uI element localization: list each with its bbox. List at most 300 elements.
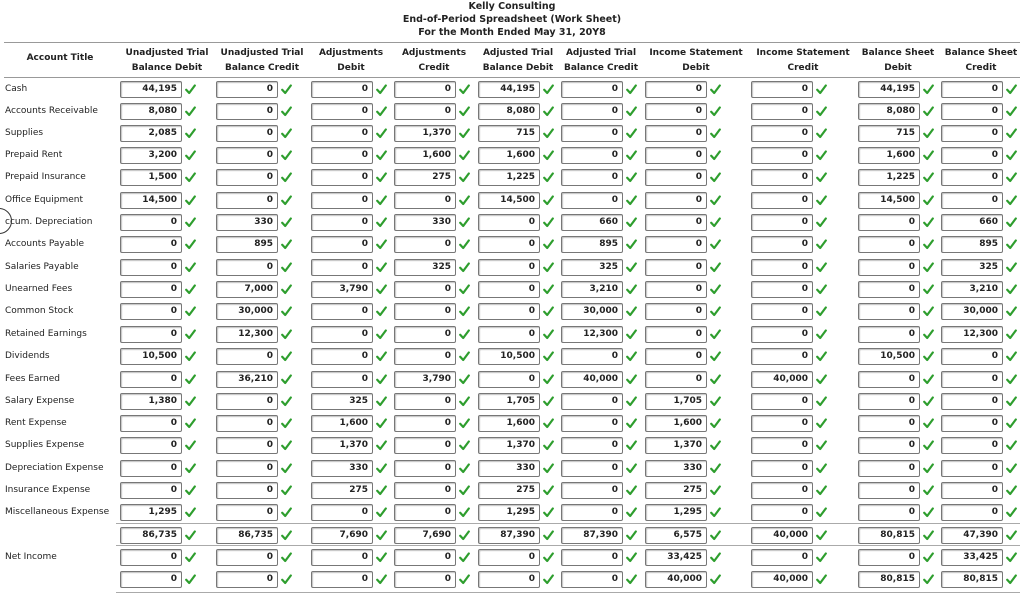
checkmark-icon [1006,84,1017,95]
amount-input[interactable]: 0 [561,348,623,365]
amount-input[interactable]: 0 [394,81,456,98]
amount-input[interactable]: 325 [561,259,623,276]
amount-input[interactable]: 0 [311,549,373,566]
table-row [0,324,1024,346]
column-header-line1: Balance Sheet [861,48,935,58]
amount-input[interactable]: 1,600 [645,415,707,432]
amount-input[interactable]: 0 [561,393,623,410]
amount-input[interactable]: 0 [394,393,456,410]
amount-input[interactable]: 0 [751,482,813,499]
amount-input[interactable]: 1,370 [645,437,707,454]
amount-input[interactable]: 86,735 [120,527,182,544]
amount-input[interactable]: 0 [311,371,373,388]
amount-input[interactable]: 0 [941,460,1003,477]
amount-input[interactable]: 0 [941,192,1003,209]
amount-input[interactable]: 0 [561,103,623,120]
checkmark-icon [626,262,637,273]
amount-input[interactable]: 0 [394,549,456,566]
amount-input[interactable]: 0 [478,571,540,588]
checkmark-icon [923,172,934,183]
amount-input[interactable]: 36,210 [216,371,278,388]
checkmark-icon [626,284,637,295]
checkmark-icon [816,396,827,407]
amount-input[interactable]: 0 [751,393,813,410]
checkmark-icon [816,306,827,317]
amount-input[interactable]: 0 [216,571,278,588]
amount-input[interactable]: 0 [394,504,456,521]
checkmark-icon [281,284,292,295]
amount-input[interactable]: 0 [561,437,623,454]
checkmark-icon [626,351,637,362]
amount-input[interactable]: 0 [478,236,540,253]
table-row [0,234,1024,256]
amount-input[interactable]: 0 [561,482,623,499]
checkmark-icon [626,239,637,250]
amount-input[interactable]: 10,500 [120,348,182,365]
amount-input[interactable]: 12,300 [216,326,278,343]
checkmark-icon [923,440,934,451]
amount-input[interactable]: 0 [561,81,623,98]
amount-input[interactable]: 7,690 [394,527,456,544]
column-header-line2: Balance Debit [131,63,203,73]
amount-input[interactable]: 0 [751,281,813,298]
amount-input[interactable]: 0 [561,504,623,521]
amount-input[interactable]: 275 [645,482,707,499]
amount-input[interactable]: 6,575 [645,527,707,544]
checkmark-icon [1006,374,1017,385]
amount-input[interactable]: 275 [311,482,373,499]
amount-input[interactable]: 44,195 [478,81,540,98]
amount-input[interactable]: 0 [561,571,623,588]
amount-input[interactable]: 0 [394,482,456,499]
column-header-line1: Unadjusted Trial [220,48,304,58]
amount-input[interactable]: 895 [561,236,623,253]
checkmark-icon [185,418,196,429]
amount-input[interactable]: 80,815 [941,571,1003,588]
amount-input[interactable]: 0 [751,326,813,343]
checkmark-icon [923,84,934,95]
amount-input[interactable]: 0 [751,103,813,120]
amount-input[interactable]: 1,295 [120,504,182,521]
amount-input[interactable]: 0 [120,214,182,231]
amount-input[interactable]: 0 [216,147,278,164]
amount-input[interactable]: 0 [561,415,623,432]
checkmark-icon [543,217,554,228]
checkmark-icon [543,418,554,429]
amount-input[interactable]: 0 [561,125,623,142]
amount-input[interactable]: 0 [216,549,278,566]
amount-input[interactable]: 0 [120,415,182,432]
checkmark-icon [185,440,196,451]
amount-input[interactable]: 0 [645,81,707,98]
amount-input[interactable]: 0 [751,81,813,98]
amount-input[interactable]: 715 [858,125,920,142]
amount-input[interactable]: 8,080 [120,103,182,120]
amount-input[interactable]: 3,210 [561,281,623,298]
amount-input[interactable]: 0 [941,169,1003,186]
amount-input[interactable]: 30,000 [561,303,623,320]
amount-input[interactable]: 12,300 [941,326,1003,343]
amount-input[interactable]: 0 [394,571,456,588]
checkmark-icon [816,284,827,295]
checkmark-icon [376,418,387,429]
checkmark-icon [281,306,292,317]
amount-input[interactable]: 0 [120,437,182,454]
amount-input[interactable]: 0 [394,460,456,477]
amount-input[interactable]: 0 [751,236,813,253]
amount-input[interactable]: 0 [311,125,373,142]
amount-input[interactable]: 0 [478,371,540,388]
amount-input[interactable]: 0 [311,147,373,164]
amount-input[interactable]: 0 [645,236,707,253]
checkmark-icon [185,262,196,273]
amount-input[interactable]: 0 [120,303,182,320]
amount-input[interactable]: 1,600 [858,147,920,164]
checkmark-icon [185,284,196,295]
amount-input[interactable]: 1,295 [478,504,540,521]
amount-input[interactable]: 12,300 [561,326,623,343]
checkmark-icon [1006,329,1017,340]
amount-input[interactable]: 80,815 [858,527,920,544]
amount-input[interactable]: 0 [751,504,813,521]
checkmark-icon [923,329,934,340]
amount-input[interactable]: 0 [645,326,707,343]
amount-input[interactable]: 40,000 [561,371,623,388]
checkmark-icon [459,485,470,496]
amount-input[interactable]: 14,500 [858,192,920,209]
amount-input[interactable]: 0 [751,259,813,276]
amount-input[interactable]: 0 [941,125,1003,142]
amount-input[interactable]: 0 [394,437,456,454]
amount-input[interactable]: 8,080 [478,103,540,120]
amount-input[interactable]: 0 [478,281,540,298]
checkmark-icon [1006,239,1017,250]
amount-input[interactable]: 33,425 [941,549,1003,566]
checkmark-icon [543,195,554,206]
amount-input[interactable]: 0 [751,460,813,477]
amount-input[interactable]: 0 [941,147,1003,164]
amount-input[interactable]: 0 [216,348,278,365]
amount-input[interactable]: 3,210 [941,281,1003,298]
amount-input[interactable]: 0 [858,259,920,276]
account-label: Prepaid Insurance [5,172,86,182]
amount-input[interactable]: 0 [751,125,813,142]
amount-input[interactable]: 0 [311,326,373,343]
column-header-line2: Debit [884,63,912,73]
checkmark-icon [543,351,554,362]
amount-input[interactable]: 0 [751,169,813,186]
amount-input[interactable]: 0 [645,214,707,231]
amount-input[interactable]: 275 [478,482,540,499]
amount-input[interactable]: 0 [311,81,373,98]
account-label: Cash [5,84,28,94]
amount-input[interactable]: 0 [858,214,920,231]
amount-input[interactable]: 0 [751,549,813,566]
amount-input[interactable]: 44,195 [120,81,182,98]
amount-input[interactable]: 0 [311,236,373,253]
amount-input[interactable]: 0 [120,460,182,477]
amount-input[interactable]: 0 [394,103,456,120]
amount-input[interactable]: 0 [478,259,540,276]
amount-input[interactable]: 0 [645,169,707,186]
amount-input[interactable]: 330 [645,460,707,477]
amount-input[interactable]: 0 [311,259,373,276]
column-header-line1: Adjustments [401,48,467,58]
checkmark-icon [816,217,827,228]
amount-input[interactable]: 0 [941,103,1003,120]
amount-input[interactable]: 0 [216,437,278,454]
amount-input[interactable]: 0 [941,437,1003,454]
amount-input[interactable]: 0 [751,348,813,365]
amount-input[interactable]: 0 [394,303,456,320]
amount-input[interactable]: 0 [311,504,373,521]
amount-input[interactable]: 0 [216,393,278,410]
amount-input[interactable]: 30,000 [216,303,278,320]
amount-input[interactable]: 0 [858,549,920,566]
amount-input[interactable]: 1,600 [478,415,540,432]
amount-input[interactable]: 0 [394,348,456,365]
amount-input[interactable]: 325 [394,259,456,276]
amount-input[interactable]: 330 [311,460,373,477]
amount-input[interactable]: 0 [858,303,920,320]
amount-input[interactable]: 3,200 [120,147,182,164]
amount-input[interactable]: 1,225 [858,169,920,186]
amount-input[interactable]: 0 [216,415,278,432]
amount-input[interactable]: 0 [561,169,623,186]
amount-input[interactable]: 0 [941,348,1003,365]
amount-input[interactable]: 0 [394,192,456,209]
amount-input[interactable]: 1,600 [478,147,540,164]
amount-input[interactable]: 0 [645,125,707,142]
amount-input[interactable]: 0 [216,504,278,521]
checkmark-icon [923,106,934,117]
amount-input[interactable]: 895 [941,236,1003,253]
amount-input[interactable]: 0 [561,549,623,566]
amount-input[interactable]: 1,500 [120,169,182,186]
checkmark-icon [185,150,196,161]
checkmark-icon [459,239,470,250]
amount-input[interactable]: 0 [858,393,920,410]
amount-input[interactable]: 0 [311,169,373,186]
amount-input[interactable]: 0 [311,192,373,209]
amount-input[interactable]: 30,000 [941,303,1003,320]
amount-input[interactable]: 330 [394,214,456,231]
amount-input[interactable]: 1,225 [478,169,540,186]
amount-input[interactable]: 0 [216,482,278,499]
amount-input[interactable]: 0 [751,303,813,320]
amount-input[interactable]: 0 [645,192,707,209]
amount-input[interactable]: 3,790 [394,371,456,388]
amount-input[interactable]: 0 [120,326,182,343]
amount-input[interactable]: 1,370 [478,437,540,454]
checkmark-icon [459,351,470,362]
amount-input[interactable]: 14,500 [478,192,540,209]
checkmark-icon [626,84,637,95]
amount-input[interactable]: 0 [751,214,813,231]
account-label: Unearned Fees [5,284,73,294]
checkmark-icon [1006,262,1017,273]
amount-input[interactable]: 0 [941,371,1003,388]
amount-input[interactable]: 0 [561,147,623,164]
amount-input[interactable]: 0 [751,192,813,209]
amount-input[interactable]: 0 [858,504,920,521]
amount-input[interactable]: 3,790 [311,281,373,298]
amount-input[interactable]: 0 [858,371,920,388]
checkmark-icon [376,172,387,183]
amount-input[interactable]: 0 [561,460,623,477]
amount-input[interactable]: 0 [645,103,707,120]
amount-input[interactable]: 0 [216,192,278,209]
amount-input[interactable]: 0 [311,348,373,365]
amount-input[interactable]: 1,600 [311,415,373,432]
amount-input[interactable]: 0 [120,571,182,588]
checkmark-icon [543,284,554,295]
amount-input[interactable]: 0 [941,81,1003,98]
amount-input[interactable]: 0 [120,549,182,566]
amount-input[interactable]: 0 [478,326,540,343]
amount-input[interactable]: 1,370 [394,125,456,142]
amount-input[interactable]: 325 [941,259,1003,276]
amount-input[interactable]: 2,085 [120,125,182,142]
amount-input[interactable]: 0 [858,236,920,253]
amount-input[interactable]: 0 [645,281,707,298]
amount-input[interactable]: 0 [941,393,1003,410]
amount-input[interactable]: 0 [561,192,623,209]
checkmark-icon [459,217,470,228]
amount-input[interactable]: 0 [751,437,813,454]
column-header [646,46,746,76]
amount-input[interactable]: 0 [311,571,373,588]
amount-input[interactable]: 0 [394,326,456,343]
amount-input[interactable]: 7,000 [216,281,278,298]
checkmark-icon [1006,396,1017,407]
amount-input[interactable]: 660 [941,214,1003,231]
checkmark-icon [185,306,196,317]
amount-input[interactable]: 0 [216,460,278,477]
amount-input[interactable]: 0 [478,303,540,320]
amount-input[interactable]: 40,000 [751,527,813,544]
amount-input[interactable]: 325 [311,393,373,410]
amount-input[interactable]: 0 [216,169,278,186]
amount-input[interactable]: 275 [394,169,456,186]
amount-input[interactable]: 40,000 [751,371,813,388]
checkmark-icon [185,239,196,250]
amount-input[interactable]: 0 [120,236,182,253]
checkmark-icon [281,574,292,585]
checkmark-icon [281,84,292,95]
amount-input[interactable]: 80,815 [858,571,920,588]
amount-input[interactable]: 0 [478,214,540,231]
amount-input[interactable]: 895 [216,236,278,253]
amount-input[interactable]: 0 [120,371,182,388]
amount-input[interactable]: 0 [941,504,1003,521]
amount-input[interactable]: 0 [751,415,813,432]
amount-input[interactable]: 33,425 [645,549,707,566]
amount-input[interactable]: 0 [858,460,920,477]
amount-input[interactable]: 715 [478,125,540,142]
checkmark-icon [626,172,637,183]
amount-input[interactable]: 1,600 [394,147,456,164]
amount-input[interactable]: 0 [394,236,456,253]
checkmark-icon [710,84,721,95]
amount-input[interactable]: 1,705 [645,393,707,410]
amount-input[interactable]: 660 [561,214,623,231]
checkmark-icon [376,351,387,362]
amount-input[interactable]: 0 [394,415,456,432]
amount-input[interactable]: 0 [216,259,278,276]
checkmark-icon [185,463,196,474]
amount-input[interactable]: 0 [394,281,456,298]
checkmark-icon [1006,440,1017,451]
checkmark-icon [543,574,554,585]
amount-input[interactable]: 0 [751,147,813,164]
amount-input[interactable]: 0 [645,147,707,164]
checkmark-icon [923,530,934,541]
checkmark-icon [543,374,554,385]
amount-input[interactable]: 40,000 [645,571,707,588]
amount-input[interactable]: 0 [858,281,920,298]
amount-input[interactable]: 0 [311,214,373,231]
amount-input[interactable]: 10,500 [858,348,920,365]
amount-input[interactable]: 1,370 [311,437,373,454]
amount-input[interactable]: 0 [858,415,920,432]
header-top-rule [4,42,1020,43]
amount-input[interactable]: 0 [311,103,373,120]
checkmark-icon [1006,306,1017,317]
amount-input[interactable]: 0 [941,482,1003,499]
amount-input[interactable]: 14,500 [120,192,182,209]
amount-input[interactable]: 44,195 [858,81,920,98]
amount-input[interactable]: 0 [216,81,278,98]
amount-input[interactable]: 87,390 [561,527,623,544]
amount-input[interactable]: 0 [941,415,1003,432]
amount-input[interactable]: 0 [645,371,707,388]
column-header-line2: Debit [682,63,710,73]
amount-input[interactable]: 0 [311,303,373,320]
amount-input[interactable]: 8,080 [858,103,920,120]
amount-input[interactable]: 0 [645,259,707,276]
amount-input[interactable]: 0 [478,549,540,566]
amount-input[interactable]: 0 [120,281,182,298]
checkmark-icon [185,374,196,385]
checkmark-icon [1006,150,1017,161]
amount-input[interactable]: 0 [858,326,920,343]
amount-input[interactable]: 40,000 [751,571,813,588]
amount-input[interactable]: 0 [858,482,920,499]
amount-input[interactable]: 0 [858,437,920,454]
amount-input[interactable]: 0 [645,303,707,320]
amount-input[interactable]: 10,500 [478,348,540,365]
amount-input[interactable]: 0 [216,125,278,142]
checkmark-icon [543,262,554,273]
checkmark-icon [626,195,637,206]
amount-input[interactable]: 330 [478,460,540,477]
amount-input[interactable]: 1,380 [120,393,182,410]
amount-input[interactable]: 86,735 [216,527,278,544]
amount-input[interactable]: 0 [120,259,182,276]
checkmark-icon [376,552,387,563]
checkmark-icon [816,128,827,139]
amount-input[interactable]: 1,295 [645,504,707,521]
amount-input[interactable]: 1,705 [478,393,540,410]
amount-input[interactable]: 47,390 [941,527,1003,544]
amount-input[interactable]: 0 [120,482,182,499]
amount-input[interactable]: 330 [216,214,278,231]
amount-input[interactable]: 7,690 [311,527,373,544]
amount-input[interactable]: 87,390 [478,527,540,544]
amount-input[interactable]: 0 [645,348,707,365]
amount-input[interactable]: 0 [216,103,278,120]
